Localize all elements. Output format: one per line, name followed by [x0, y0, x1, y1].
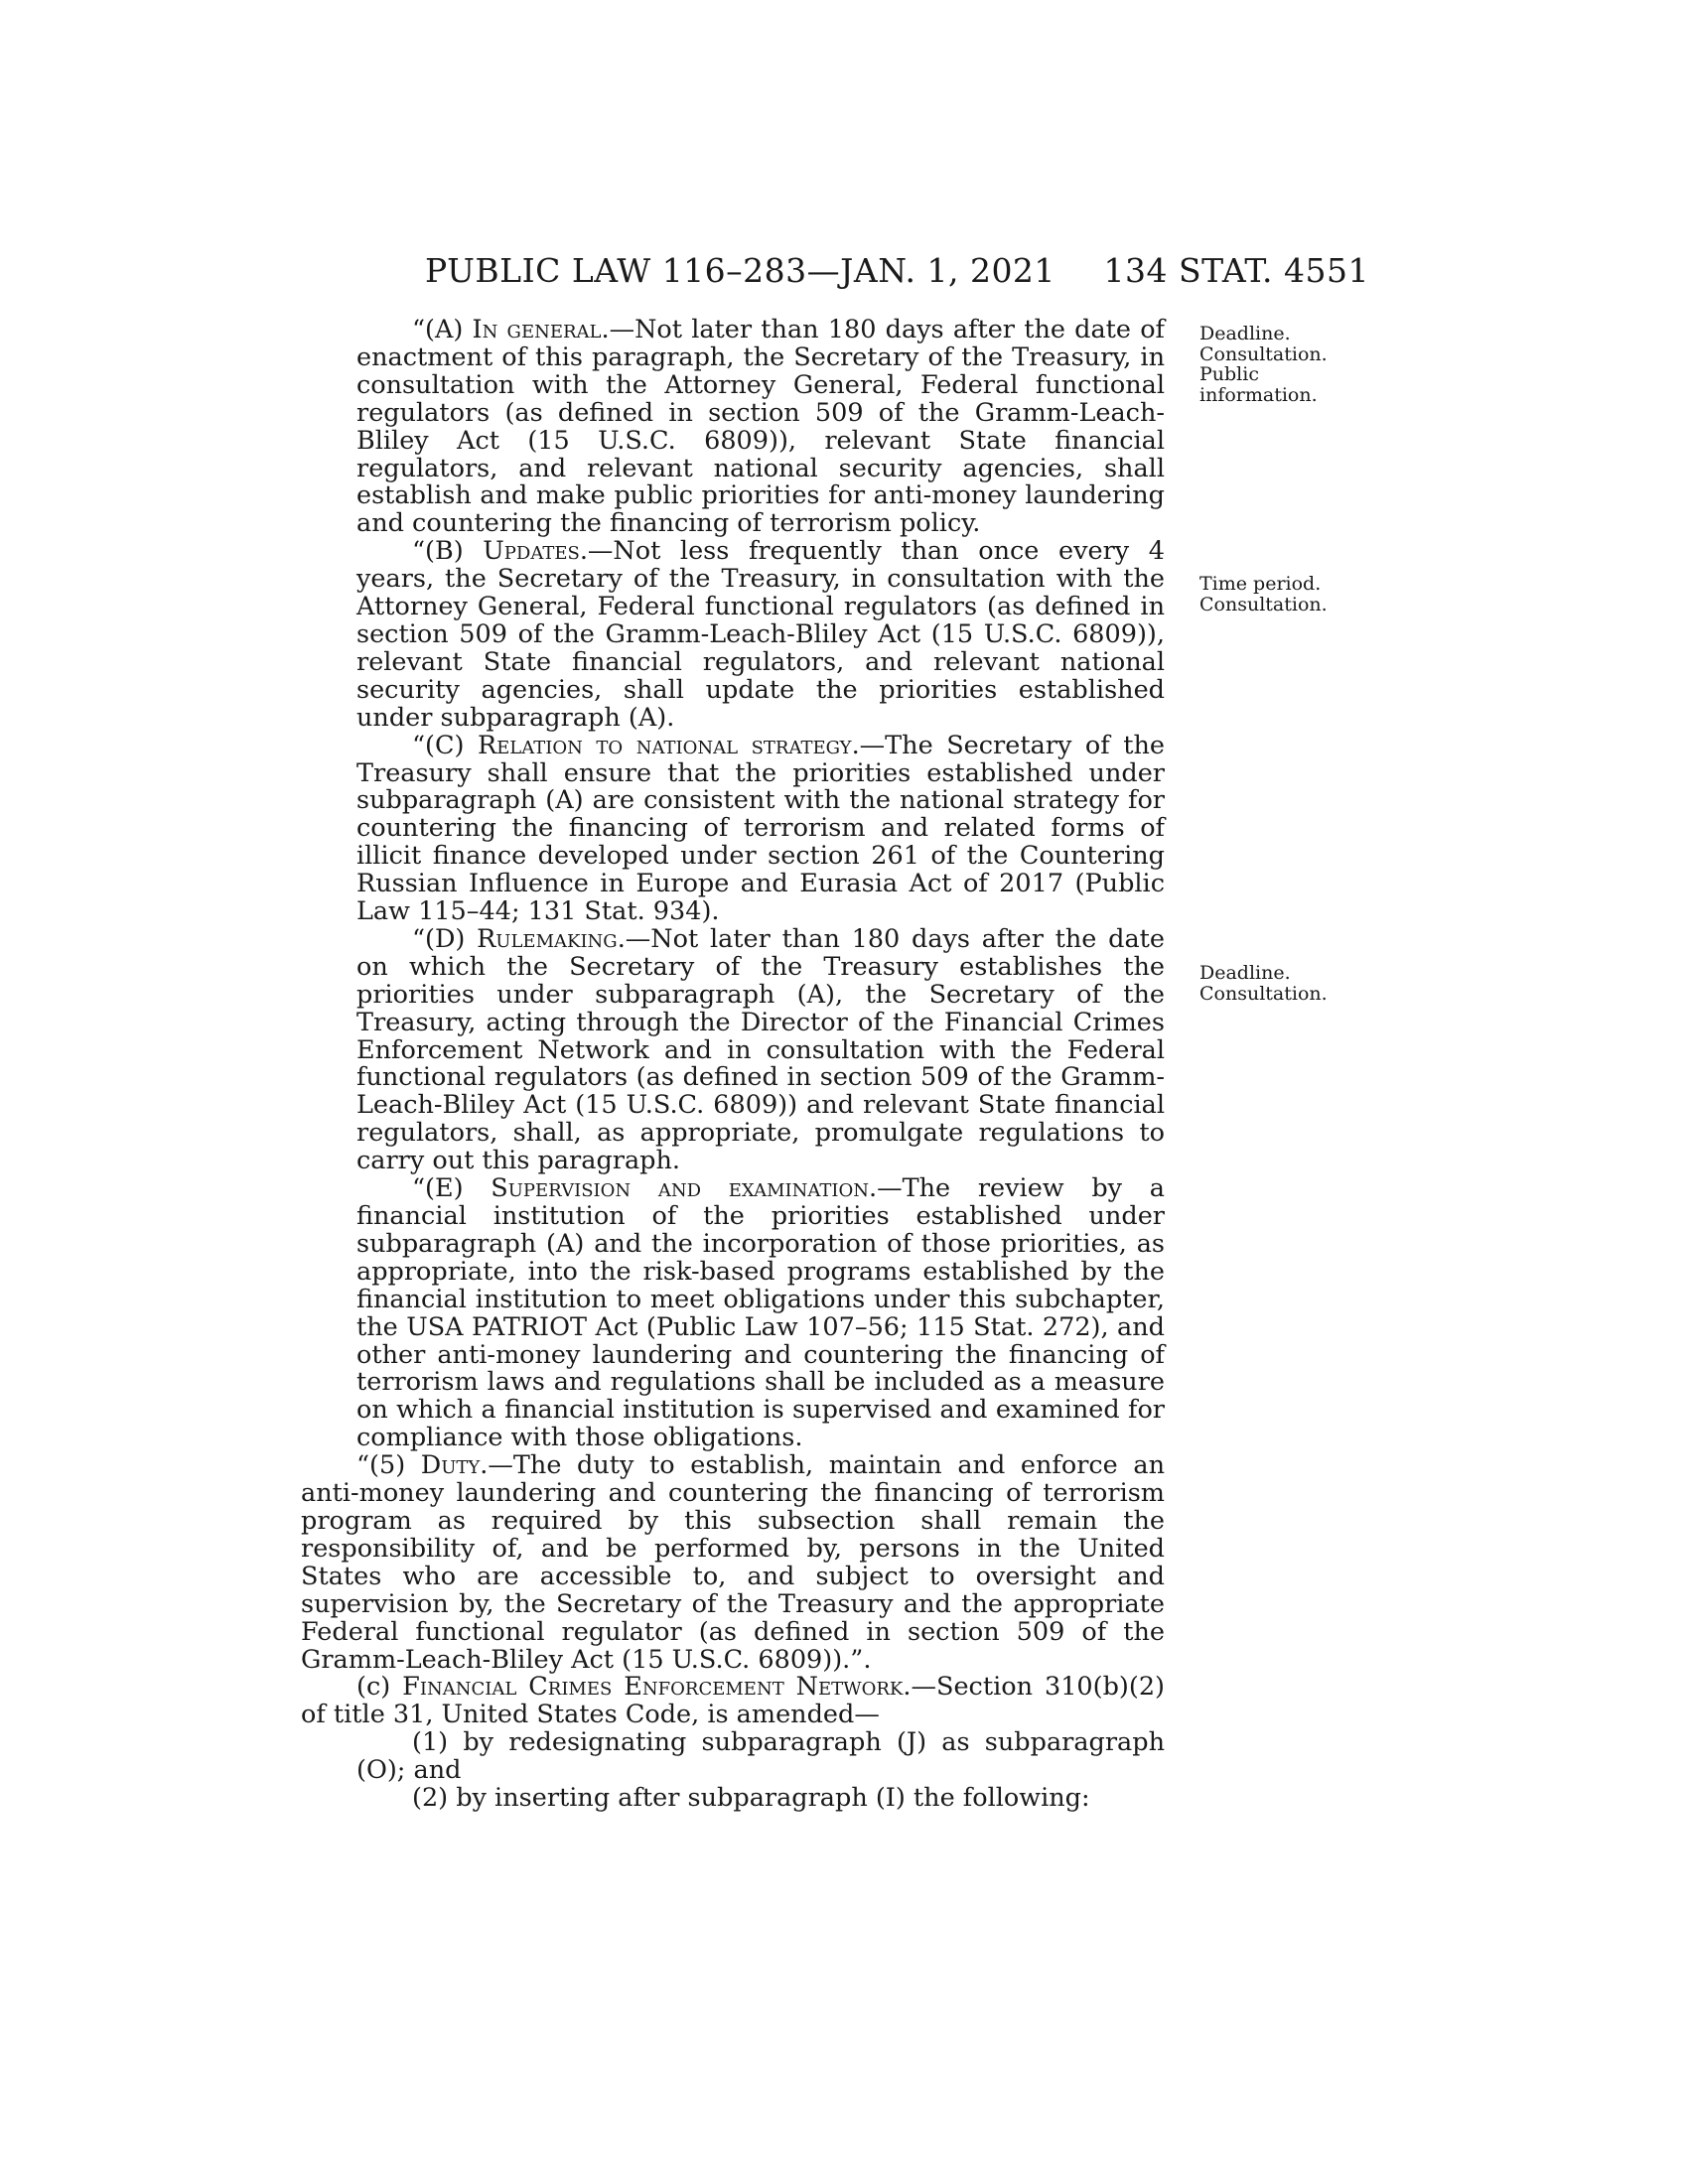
running-header-title: PUBLIC LAW 116–283—JAN. 1, 2021	[425, 251, 1055, 290]
paragraph-d: “(D) Rulemaking.—Not later than 180 days after the date on which the Secretary of the Treasury establishes the priorities under subparagraph (A), the Secretary of the Treasury, acting through the Director of the Financial Crimes Enforcement Network and in consultation with the Federal functional regulators (as defined in section 509 of the Gramm-Leach-Bliley Act (15 U.S.C. 6809)) and relevant State financial regulators, shall, as appropriate, promulgate regulations to carry out this paragraph.	[356, 923, 1165, 1176]
paragraph-5: “(5) Duty.—The duty to establish, maintain and enforce an anti-money laundering and countering the financing of terrorism program as required by this subsection shall remain the responsibility of, and be performed by, persons in the United States who are accessible to, and subject to oversight and supervision by, the Secretary of the Treasury and the appropriate Federal functional regulator (as defined in section 509 of the Gramm-Leach-Bliley Act (15 U.S.C. 6809)).”.	[301, 1450, 1166, 1675]
paragraph-c: “(C) Relation to national strategy.—The Secretary of the Treasury shall ensure that the priorities established under subparagraph (A) are consistent with the national strategy for countering the financing of terrorism and related forms of illicit finance developed under section 261 of the Countering Russian Influence in Europe and Eurasia Act of 2017 (Public Law 115–44; 131 Stat. 934).	[356, 730, 1165, 927]
paragraph-e: “(E) Supervision and examination.—The review by a financial institution of the priorities established under subparagraph (A) and the incorporation of those priorities, as appropriate, into the risk-based programs established by the financial institution to meet obligations under this subchapter, the USA PATRIOT Act (Public Law 107–56; 115 Stat. 272), and other anti-money laundering and countering the financing of terrorism laws and regulations shall be included as a measure on which a financial institution is supervised and examined for compliance with those obligations.	[356, 1173, 1166, 1453]
subsection-c: (c) Financial Crimes Enforcement Network.—Section 310(b)(2) of title 31, United States Code, is amended—	[301, 1672, 1165, 1730]
statute-text	[301, 317, 1165, 1813]
margin-note-a: Deadline. Consultation. Public information.	[1199, 323, 1328, 406]
margin-note-b: Time period. Consultation.	[1199, 573, 1328, 615]
paragraph-b: “(B) Updates.—Not less frequently than once every 4 years, the Secretary of the Treasury, in consultation with the Attorney General, Federal functional regulators (as defined in section 509 of the Gramm-Leach-Bliley Act (15 U.S.C. 6809)), relevant State financial regulators, and relevant national security agencies, shall update the priorities established under subparagraph (A).	[356, 536, 1165, 733]
amendment-1: (1) by redesignating subparagraph (J) as subparagraph (O); and	[356, 1727, 1165, 1786]
running-header-page: 134 STAT. 4551	[1103, 251, 1369, 290]
margin-note-d: Deadline. Consultation.	[1199, 962, 1328, 1005]
paragraph-a: “(A) In general.—Not later than 180 days after the date of enactment of this paragraph, the Secretary of the Treasury, in consultation with the Attorney General, Federal functional regulators (as defined in section 509 of the Gramm-Leach-Bliley Act (15 U.S.C. 6809)), relevant State financial regulators, and relevant national security agencies, shall establish and make public priorities for anti-money laundering and countering the financing of terrorism policy.	[356, 315, 1165, 539]
amendment-2: (2) by inserting after subparagraph (I) the following:	[412, 1783, 1090, 1814]
